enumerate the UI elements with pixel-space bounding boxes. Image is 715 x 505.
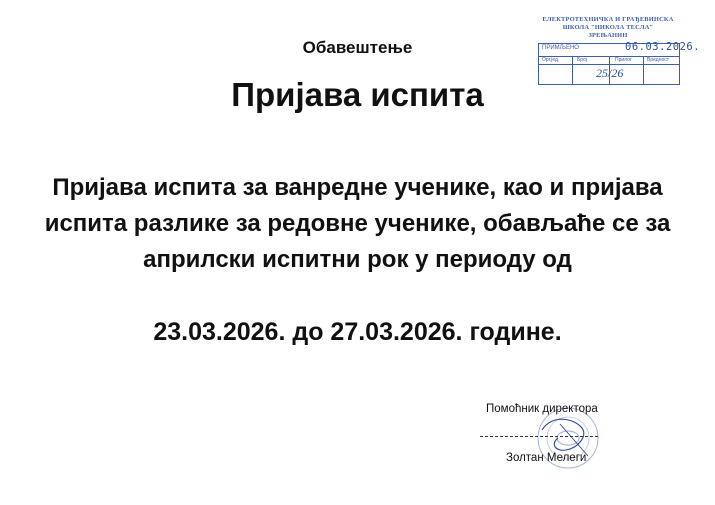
notice-body: Пријава испита за ванредне ученике, као и пријава испита разлике за редовне ученике, обављаће се за априлски испитни рок у периоду од	[44, 174, 671, 273]
notice-title: Пријава испита	[231, 76, 484, 113]
stamp-institution-line1: ЕЛЕКТРОТЕХНИЧКА И ГРАЂЕВИНСКА	[542, 16, 674, 23]
stamp-institution-line3: ЗРЕЊАНИН	[588, 32, 628, 39]
notice-label: Обавештење	[302, 38, 413, 57]
stamp-received-label: ПРИМЉЕНО	[542, 45, 579, 51]
stamp-column-value: Вредност	[647, 57, 670, 63]
signature-block	[470, 400, 620, 472]
stamp-header	[530, 16, 686, 40]
signature-line	[480, 436, 598, 437]
stamp-divider	[572, 56, 573, 84]
stamp-divider	[643, 56, 644, 84]
stamp-institution-line2: ШКОЛА "НИКОЛА ТЕСЛА"	[562, 24, 654, 31]
registry-stamp	[530, 14, 701, 90]
stamp-table	[538, 41, 701, 85]
stamp-column-number: Број	[577, 57, 587, 63]
notice-date-range: 23.03.2026. до 27.03.2026. године.	[153, 318, 562, 346]
signature-name: Золтан Мелеги	[506, 452, 587, 464]
signature-role: Помоћник директора	[486, 403, 598, 415]
stamp-column-org: Орг.јед.	[542, 57, 560, 63]
stamp-registry-number: 25/26	[596, 66, 624, 80]
stamp-received-date: 06.03.2026.	[625, 41, 701, 53]
stamp-column-attachment: Прилог	[615, 57, 632, 63]
